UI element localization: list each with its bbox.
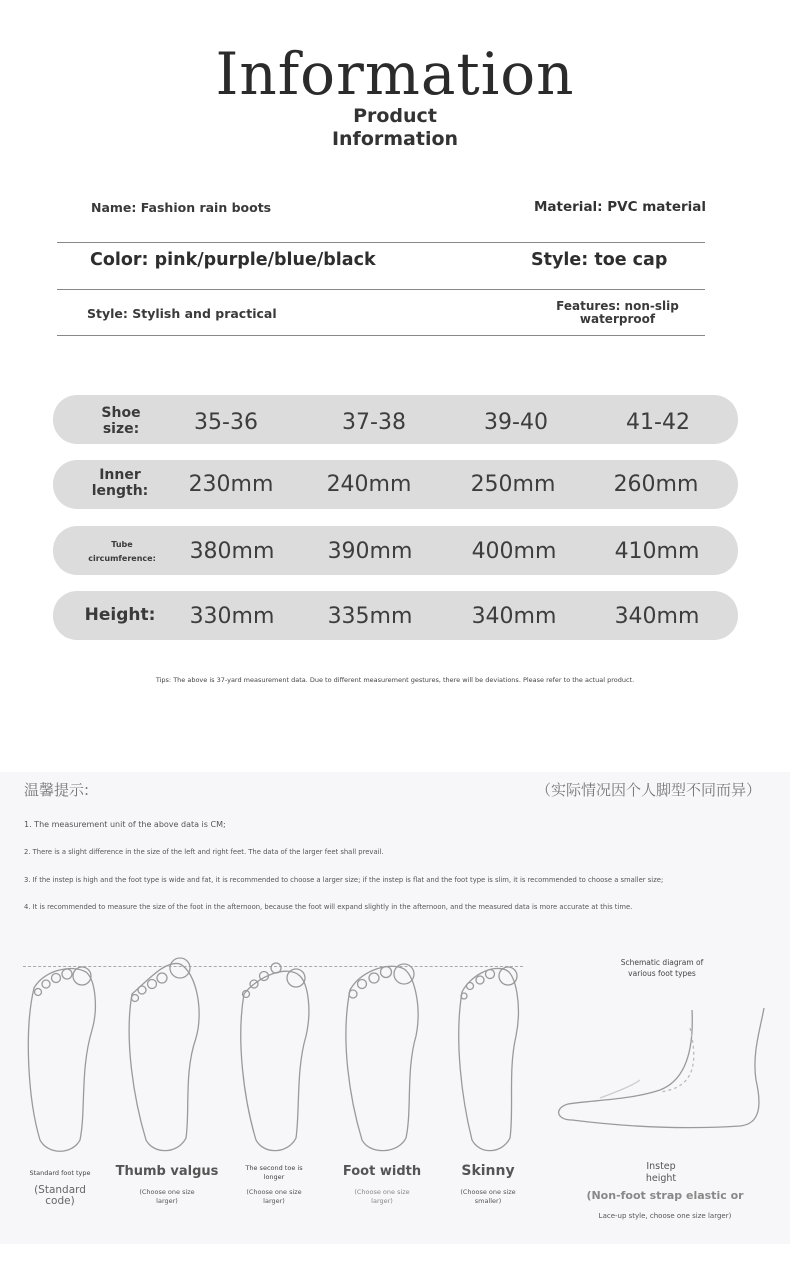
tip-line-2: 2. There is a slight difference in the size of the left and right feet. The data of the larger feet shall prevail. (24, 848, 384, 856)
info-divider-1 (57, 242, 705, 243)
height-label-line-1: Height: (84, 605, 156, 625)
size-cell: 35-36 (194, 410, 258, 435)
standard-foot-sub (16, 1185, 104, 1207)
height-cell: 335mm (327, 604, 413, 629)
standard-foot-icon (28, 967, 95, 1151)
inner-length-cell: 260mm (613, 472, 699, 497)
inner-length-cell: 240mm (326, 472, 412, 497)
instep-title (620, 1161, 702, 1185)
height-row-label (82, 605, 158, 625)
thumb-valgus-foot-icon (129, 958, 199, 1151)
standard-foot-sub-line-2: code) (45, 1195, 75, 1207)
thumb-valgus-sub-line-1: (Choose one size (139, 1188, 195, 1196)
foot-width-title: Foot width (342, 1164, 422, 1179)
foot-width-sub (332, 1188, 432, 1206)
second-toe-longer-foot-icon (241, 963, 309, 1151)
tips-note: Tips: The above is 37-yard measurement data. Due to different measurement gestures, there will be deviations. Please refer to the actual product. (155, 676, 635, 684)
inner-length-cell: 250mm (470, 472, 556, 497)
size-row-label (85, 405, 157, 437)
skinny-title: Skinny (461, 1163, 515, 1179)
standard-foot-title: Standard foot type (29, 1169, 91, 1177)
size-cell: 37-38 (342, 410, 406, 435)
tube-cell: 410mm (614, 539, 700, 564)
instep-title-line-1: Instep (646, 1161, 676, 1172)
info-name: Name: Fashion rain boots (91, 200, 272, 215)
instep-note: (Non-foot strap elastic or (586, 1189, 744, 1202)
tip-line-3: 3. If the instep is high and the foot type is wide and fat, it is recommended to choose a larger size; if the instep is flat and the foot type is slim, it is recommended to choose a smaller size; (24, 876, 664, 884)
foot-illustrations (0, 950, 790, 1170)
skinny-sub (440, 1188, 536, 1206)
tube-cell: 380mm (189, 539, 275, 564)
second-toe-sub (226, 1188, 322, 1206)
foot-outlines (28, 958, 764, 1151)
info-features (545, 300, 690, 326)
size-cell: 41-42 (626, 410, 690, 435)
info-features-line-1: Features: non-slip (556, 299, 679, 313)
side-view-foot-icon (559, 1008, 764, 1128)
second-toe-title (226, 1164, 322, 1182)
foot-width-foot-icon (346, 964, 418, 1151)
page-title: Information (215, 40, 575, 108)
skinny-sub-line-1: (Choose one size (460, 1188, 516, 1196)
size-row-label-line-2: size: (102, 421, 140, 437)
tube-label-line-2: circumference: (88, 554, 156, 563)
standard-foot-sub-line-1: (Standard (34, 1184, 86, 1196)
height-cell: 340mm (614, 604, 700, 629)
thumb-valgus-sub (112, 1188, 222, 1206)
tip-line-4: 4. It is recommended to measure the size of the foot in the afternoon, because the foot will expand slightly in the afternoon, and the measured data is more accurate at this time. (24, 903, 633, 911)
tip-line-1: 1. The measurement unit of the above data is CM; (24, 820, 226, 829)
info-divider-3 (57, 335, 705, 336)
height-cell: 330mm (189, 604, 275, 629)
tube-cell: 400mm (471, 539, 557, 564)
inner-length-label-line-2: length: (91, 483, 149, 499)
subtitle-line-2: Information (331, 128, 459, 150)
inner-length-cell: 230mm (188, 472, 274, 497)
info-divider-2 (57, 289, 705, 290)
instep-note-2: Lace-up style, choose one size larger) (598, 1212, 732, 1220)
info-color: Color: pink/purple/blue/black (90, 250, 376, 270)
second-toe-title-line-1: The second toe is (245, 1164, 303, 1172)
info-style-cap: Style: toe cap (531, 250, 668, 270)
inner-length-label-line-1: Inner (99, 467, 141, 483)
info-style: Style: Stylish and practical (87, 306, 277, 321)
second-toe-sub-line-2: larger) (263, 1197, 285, 1205)
info-features-line-2: waterproof (579, 312, 656, 326)
diagram-title (592, 957, 732, 979)
second-toe-sub-line-1: (Choose one size (246, 1188, 302, 1196)
foot-width-sub-line-2: larger) (371, 1197, 393, 1205)
foot-width-sub-line-1: (Choose one size (354, 1188, 410, 1196)
size-cell: 39-40 (484, 410, 548, 435)
diagram-title-line-1: Schematic diagram of (620, 958, 704, 967)
subtitle-line-1: Product (353, 105, 437, 127)
info-material: Material: PVC material (534, 199, 707, 215)
warm-tips-title: 温馨提示: (24, 781, 90, 799)
warm-tips-note: （实际情况因个人脚型不同而异） (536, 781, 762, 799)
tube-label-line-1: Tube (111, 540, 133, 549)
skinny-sub-line-2: smaller) (474, 1197, 502, 1205)
diagram-title-line-2: various foot types (628, 969, 696, 978)
second-toe-title-line-2: longer (263, 1173, 285, 1181)
skinny-foot-icon (459, 967, 519, 1151)
tube-cell: 390mm (327, 539, 413, 564)
thumb-valgus-sub-line-2: larger) (156, 1197, 178, 1205)
tube-row-label (80, 538, 164, 566)
instep-title-line-2: height (645, 1173, 677, 1184)
height-cell: 340mm (471, 604, 557, 629)
page-subtitle (0, 105, 790, 151)
size-row-label-line-1: Shoe (101, 405, 141, 421)
thumb-valgus-title: Thumb valgus (115, 1164, 219, 1179)
inner-length-row-label (82, 467, 158, 499)
